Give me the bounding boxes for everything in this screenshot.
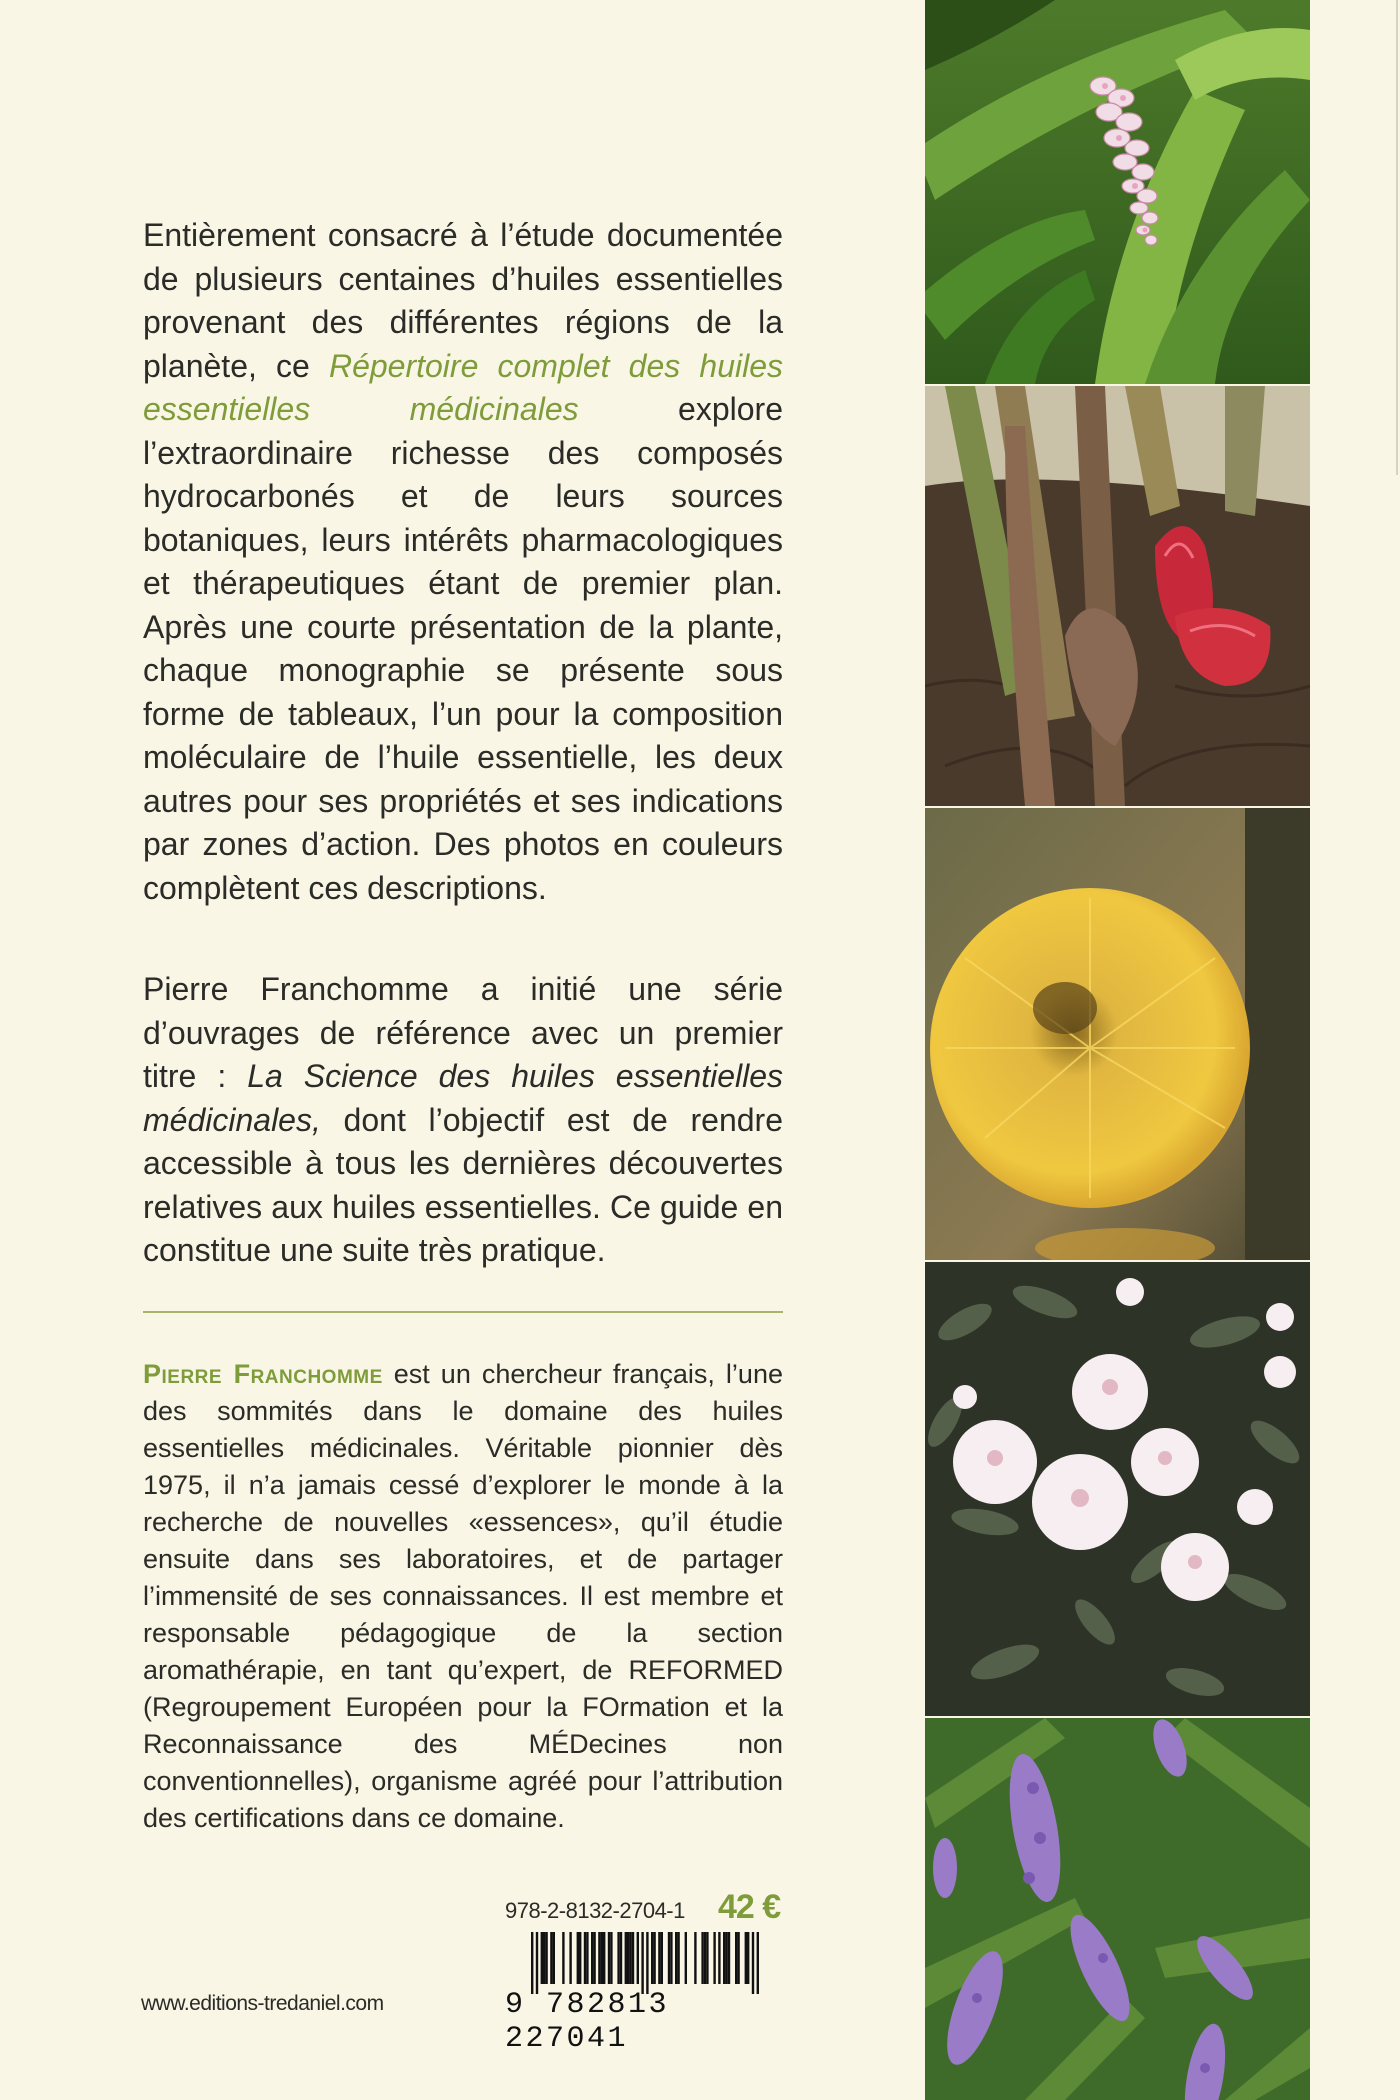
barcode-bar [701, 1932, 703, 1984]
barcode-bar [620, 1932, 622, 1984]
barcode-bar [577, 1932, 579, 1984]
publisher-website: www.editions-tredaniel.com [141, 1992, 384, 2015]
barcode-bar [694, 1932, 696, 1984]
barcode-bar [651, 1932, 653, 1984]
barcode-bar [661, 1932, 663, 1984]
barcode-bar [723, 1932, 725, 1984]
barcode-bar [704, 1932, 706, 1984]
previous-title-reference: La Science des huiles essentielles médicinales, [143, 1058, 784, 1138]
barcode-bar [747, 1932, 749, 1984]
description-paragraph-2 [143, 968, 783, 1273]
barcode-bar [637, 1932, 639, 1984]
photo-purple-flower-spikes [925, 1718, 1310, 2100]
description-text-end: explore l’extraordinaire richesse des composés hydrocarbonés et de leurs sources botaniques, leurs intérêts pharmacologiques et thérapeutiques étant de premier plan. Après une courte présentation de la plante, chaque monographie se présente sous forme de tableaux, l’un pour la composition moléculaire de l’huile essentielle, les deux autres pour ses propriétés et ses indications par zones d’action. Des photos en couleurs complètent ces descriptions. [143, 391, 783, 906]
barcode-bar [584, 1932, 586, 1984]
barcode-bar [617, 1932, 619, 1984]
barcode-bar [629, 1932, 631, 1984]
book-title-reference: Répertoire complet des huiles essentielles médicinales [143, 347, 784, 427]
barcode-bar [670, 1932, 672, 1984]
barcode-bar [545, 1932, 547, 1984]
price-label: 42 € [718, 1888, 781, 1926]
barcode-bar [685, 1932, 687, 1984]
barcode-bar [562, 1932, 564, 1984]
barcode-bar [627, 1932, 629, 1984]
barcode-bar [541, 1932, 543, 1984]
barcode-bar [632, 1932, 634, 1984]
barcode-bar [550, 1932, 552, 1984]
barcode-bar [718, 1932, 720, 1984]
barcode-bar [601, 1932, 603, 1984]
series-text-start: Pierre Franchomme a initié une série d’ouvrages de référence avec un premier titre : [143, 971, 783, 1094]
photo-red-rhizome [925, 386, 1310, 806]
barcode-bar [625, 1932, 627, 1984]
barcode-bar [641, 1932, 643, 1994]
photo-yellow-flower [925, 808, 1310, 1260]
barcode-bar [553, 1932, 555, 1984]
section-divider [143, 1311, 783, 1313]
description-text-start: Entièrement consacré à l’étude documentée de plusieurs centaines d’huiles essentielles provenant des différentes régions de la planète, ce [143, 217, 783, 384]
barcode-bar [653, 1932, 655, 1984]
author-name: Pierre Franchomme [143, 1359, 383, 1389]
barcode-bar [728, 1932, 730, 1984]
barcode-bar [603, 1932, 605, 1984]
barcode-bar [735, 1932, 737, 1984]
series-text-end: dont l’objectif est de rendre accessible à tous les dernières découvertes relatives aux huiles essentielles. Ce guide en constitue une suite très pratique. [143, 1101, 783, 1268]
photo-white-rhododendron [925, 1262, 1310, 1716]
photo-strip [925, 0, 1310, 2100]
barcode-bar [737, 1932, 739, 1984]
barcode-bar [579, 1932, 581, 1984]
barcode-bar [608, 1932, 610, 1984]
barcode-bar [610, 1932, 612, 1984]
author-bio-text: est un chercheur français, l’une des sommités dans le domaine des huiles essentielles médicinales. Véritable pionnier dès 1975, il n’a jamais cessé d’explorer le monde à la recherche de nouvelles «essences», qu’il étudie ensuite dans ses laboratoires, et de partager l’immensité de ses connaissances. Il est membre et responsable pédagogique de la section aromathérapie, en tant qu’expert, de REFORMED (Regroupement Européen pour la FOrmation et la Reconnaissance des MÉDecines non conventionnelles), organisme agréé pour l’attribution des certifications dans ce domaine. [143, 1359, 783, 1833]
description-paragraph-1 [143, 214, 783, 910]
cover-edge [1310, 0, 1400, 2100]
barcode-bar [586, 1932, 588, 1984]
barcode-bar [536, 1932, 538, 1994]
barcode-bar [752, 1932, 754, 1994]
author-bio [143, 1356, 783, 1837]
barcode-bar [757, 1932, 759, 1994]
barcode-bar [725, 1932, 727, 1984]
barcode-bar [745, 1932, 747, 1984]
barcode-bar [591, 1932, 593, 1984]
barcode-bar [598, 1932, 600, 1984]
barcode-bar [593, 1932, 595, 1984]
barcode-bar [569, 1932, 571, 1984]
barcode-bar [706, 1932, 708, 1984]
barcode-bar [675, 1932, 677, 1984]
barcode-bar [713, 1932, 715, 1984]
barcode-bar [543, 1932, 545, 1984]
barcode-bar [646, 1932, 648, 1994]
cover-fold-line [1396, 0, 1398, 475]
barcode-bar [668, 1932, 670, 1984]
barcode-bar [658, 1932, 660, 1984]
barcode-bar [531, 1932, 533, 1994]
photo-ginger-flower [925, 0, 1310, 384]
isbn-number: 978-2-8132-2704-1 [505, 1898, 685, 1923]
barcode-digits: 9 782813 227041 [505, 1988, 670, 2056]
barcode-bar [677, 1932, 679, 1984]
